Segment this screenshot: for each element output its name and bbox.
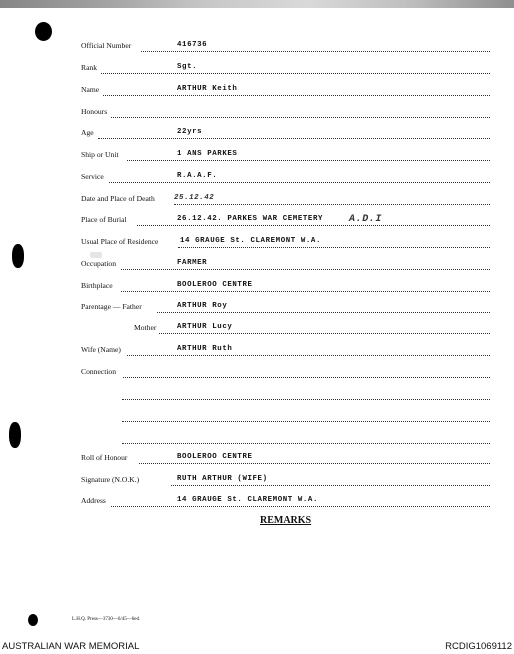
punch-hole bbox=[9, 422, 21, 448]
ship-or-unit-label: Ship or Unit bbox=[81, 150, 119, 159]
father-value: ARTHUR Roy bbox=[177, 302, 228, 310]
name-row bbox=[81, 85, 490, 99]
roll-of-honour-row bbox=[81, 453, 490, 467]
address-row bbox=[81, 496, 490, 510]
wife-row bbox=[81, 345, 490, 359]
signature-value: RUTH ARTHUR (WIFE) bbox=[177, 475, 268, 483]
death-value: 25.12.42 bbox=[174, 194, 215, 202]
birthplace-row bbox=[81, 281, 490, 295]
printer-footnote: L.H.Q. Press—3730—6/45—6ed. bbox=[72, 617, 141, 622]
connection-line bbox=[122, 433, 490, 447]
official-number-label: Official Number bbox=[81, 41, 132, 50]
signature-row bbox=[81, 475, 490, 489]
age-label: Age bbox=[81, 128, 94, 137]
remarks-heading: REMARKS bbox=[260, 515, 312, 526]
wife-value: ARTHUR Ruth bbox=[177, 345, 233, 353]
birthplace-label: Birthplace bbox=[81, 281, 113, 290]
connection-label: Connection bbox=[81, 367, 117, 376]
father-label: Parentage — Father bbox=[81, 302, 142, 311]
archive-name: AUSTRALIAN WAR MEMORIAL bbox=[2, 641, 140, 652]
connection-line bbox=[122, 389, 490, 403]
father-row bbox=[81, 302, 490, 316]
residence-label: Usual Place of Residence bbox=[81, 237, 159, 246]
burial-value: 26.12.42. PARKES WAR CEMETERY bbox=[177, 215, 324, 223]
wife-label: Wife (Name) bbox=[81, 345, 121, 354]
punch-hole bbox=[35, 22, 52, 41]
signature-label: Signature (N.O.K.) bbox=[81, 475, 140, 484]
burial-row bbox=[81, 215, 490, 229]
punch-hole bbox=[28, 614, 38, 626]
death-label: Date and Place of Death bbox=[81, 194, 155, 203]
occupation-row bbox=[81, 259, 490, 273]
age-value: 22yrs bbox=[177, 128, 203, 136]
residence-row bbox=[81, 237, 490, 251]
archive-footer bbox=[0, 640, 514, 654]
death-row bbox=[81, 194, 490, 208]
record-id: RCDIG1069112 bbox=[445, 641, 512, 652]
birthplace-value: BOOLEROO CENTRE bbox=[177, 281, 253, 289]
rank-value: Sgt. bbox=[177, 63, 198, 71]
mother-label: Mother bbox=[134, 323, 157, 332]
honours-label: Honours bbox=[81, 107, 108, 116]
occupation-value: FARMER bbox=[177, 259, 208, 267]
name-value: ARTHUR Keith bbox=[177, 85, 238, 93]
honours-row bbox=[81, 107, 490, 121]
rank-label: Rank bbox=[81, 63, 98, 72]
official-number-value: 416736 bbox=[177, 41, 208, 49]
roll-of-honour-label: Roll of Honour bbox=[81, 453, 128, 462]
occupation-label: Occupation bbox=[81, 259, 117, 268]
name-label: Name bbox=[81, 85, 100, 94]
service-value: R.A.A.F. bbox=[177, 172, 218, 180]
roll-of-honour-value: BOOLEROO CENTRE bbox=[177, 453, 253, 461]
connection-line bbox=[122, 411, 490, 425]
ship-or-unit-value: 1 ANS PARKES bbox=[177, 150, 238, 158]
service-label: Service bbox=[81, 172, 104, 181]
burial-label: Place of Burial bbox=[81, 215, 127, 224]
age-row bbox=[81, 128, 490, 142]
official-number-row bbox=[81, 41, 490, 55]
burial-annotation: A.D.I bbox=[349, 214, 383, 225]
ship-or-unit-row bbox=[81, 150, 490, 164]
mother-row bbox=[81, 323, 490, 337]
residence-value: 14 GRAUGE St. CLAREMONT W.A. bbox=[180, 237, 321, 245]
scan-top-edge bbox=[0, 0, 514, 8]
address-label: Address bbox=[81, 496, 106, 505]
rank-row bbox=[81, 63, 490, 77]
punch-hole bbox=[12, 244, 24, 268]
mother-value: ARTHUR Lucy bbox=[177, 323, 233, 331]
address-value: 14 GRAUGE St. CLAREMONT W.A. bbox=[177, 496, 318, 504]
service-row bbox=[81, 172, 490, 186]
connection-row bbox=[81, 367, 490, 381]
